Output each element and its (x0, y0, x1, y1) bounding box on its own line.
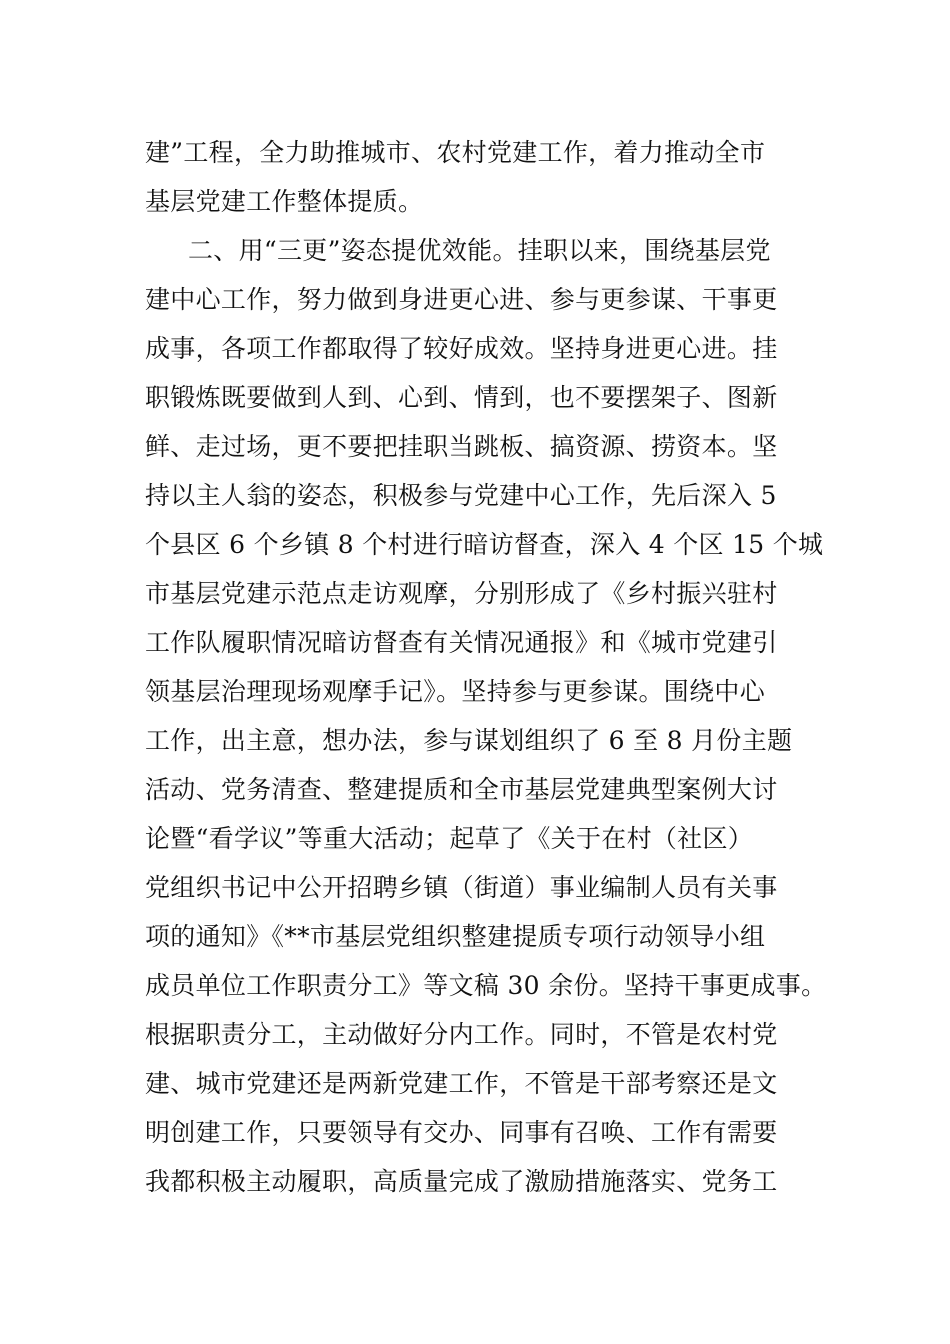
paragraph-line: 工作，出主意，想办法，参与谋划组织了 6 至 8 月份主题 (145, 726, 793, 755)
paragraph-line: 建中心工作，努力做到身进更心进、参与更参谋、干事更 (145, 285, 778, 314)
paragraph-line: 我都积极主动履职，高质量完成了激励措施落实、党务工 (145, 1167, 778, 1196)
paragraph-line: 个县区 6 个乡镇 8 个村进行暗访督查，深入 4 个区 15 个城 (145, 530, 824, 559)
paragraph-line: 领基层治理现场观摩手记》。坚持参与更参谋。围绕中心 (145, 677, 766, 706)
paragraph-line: 市基层党建示范点走访观摩，分别形成了《乡村振兴驻村 (145, 579, 778, 608)
paragraph-line: 根据职责分工，主动做好分内工作。同时，不管是农村党 (145, 1020, 778, 1049)
paragraph-line: 建、城市党建还是两新党建工作，不管是干部考察还是文 (145, 1069, 778, 1098)
paragraph-line: 论暨“看学议”等重大活动；起草了《关于在村（社区） (145, 824, 754, 853)
paragraph-line: 成员单位工作职责分工》等文稿 30 余份。坚持干事更成事。 (145, 971, 827, 1000)
paragraph-line: 明创建工作，只要领导有交办、同事有召唤、工作有需要 (145, 1118, 778, 1147)
paragraph-line: 持以主人翁的姿态，积极参与党建中心工作，先后深入 5 (145, 481, 777, 510)
paragraph-line: 活动、党务清查、整建提质和全市基层党建典型案例大讨 (145, 775, 778, 804)
paragraph-line: 基层党建工作整体提质。 (145, 187, 424, 216)
paragraph-line: 职锻炼既要做到人到、心到、情到，也不要摆架子、图新 (145, 383, 778, 412)
paragraph-line: 鲜、走过场，更不要把挂职当跳板、搞资源、捞资本。坚 (145, 432, 778, 461)
paragraph-line: 建”工程，全力助推城市、农村党建工作，着力推动全市 (145, 138, 766, 167)
paragraph-line: 成事，各项工作都取得了较好成效。坚持身进更心进。挂 (145, 334, 778, 363)
paragraph-line: 项的通知》《**市基层党组织整建提质专项行动领导小组 (145, 922, 766, 951)
paragraph-line: 党组织书记中公开招聘乡镇（街道）事业编制人员有关事 (145, 873, 778, 902)
paragraph-line: 工作队履职情况暗访督查有关情况通报》和《城市党建引 (145, 628, 778, 657)
paragraph-line: 二、用“三更”姿态提优效能。挂职以来，围绕基层党 (188, 236, 771, 265)
